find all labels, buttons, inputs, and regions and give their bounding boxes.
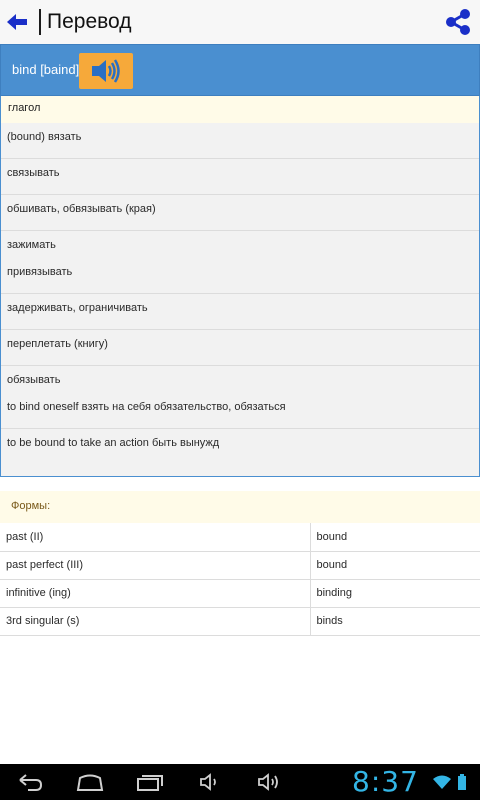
form-name: infinitive (ing) xyxy=(0,579,310,607)
meaning-item: переплетать (книгу) xyxy=(7,338,108,350)
page-title: Перевод xyxy=(47,10,132,33)
meaning-group xyxy=(1,195,479,231)
volume-up-icon xyxy=(255,772,285,792)
table-row xyxy=(0,579,480,607)
meaning-item: (bound) вязать xyxy=(7,131,82,143)
status-icons xyxy=(432,774,466,790)
action-bar xyxy=(0,0,480,44)
home-icon xyxy=(75,772,105,792)
form-name: past (II) xyxy=(0,523,310,551)
nav-back-button[interactable] xyxy=(14,770,46,794)
back-button[interactable] xyxy=(6,8,42,36)
meaning-group xyxy=(1,330,479,366)
table-row xyxy=(0,607,480,635)
back-arrow-icon xyxy=(6,11,28,33)
nav-back-icon xyxy=(16,772,44,792)
title-divider xyxy=(39,9,41,35)
speak-button[interactable] xyxy=(79,53,133,89)
nav-home-button[interactable] xyxy=(74,770,106,794)
share-icon xyxy=(444,8,472,36)
word-header xyxy=(0,44,480,96)
volume-down-button[interactable] xyxy=(194,770,226,794)
meaning-item: to bind oneself взять на себя обязательство, обязаться xyxy=(7,401,286,413)
nav-recents-button[interactable] xyxy=(134,770,166,794)
battery-icon xyxy=(458,774,466,790)
meaning-group xyxy=(1,231,479,294)
status-clock: 8:37 xyxy=(352,765,419,798)
word-transcription: bind [baind] xyxy=(12,62,80,77)
volume-down-icon xyxy=(197,772,223,792)
forms-label: Формы: xyxy=(0,491,480,523)
meaning-group xyxy=(1,366,479,429)
meaning-item: связывать xyxy=(7,167,60,179)
meanings-list xyxy=(0,96,480,477)
meaning-group xyxy=(1,294,479,330)
form-name: past perfect (III) xyxy=(0,551,310,579)
form-value: binding xyxy=(310,579,480,607)
meaning-item: обязывать xyxy=(7,374,61,386)
volume-up-button[interactable] xyxy=(254,770,286,794)
part-of-speech-label: глагол xyxy=(1,96,479,123)
share-button[interactable] xyxy=(442,6,474,38)
meaning-item: зажимать xyxy=(7,239,56,251)
meaning-group xyxy=(1,123,479,159)
meaning-item: задерживать, ограничивать xyxy=(7,302,148,314)
form-value: bound xyxy=(310,523,480,551)
form-name: 3rd singular (s) xyxy=(0,607,310,635)
recent-apps-icon xyxy=(135,772,165,792)
speaker-icon xyxy=(86,56,126,86)
meaning-item: обшивать, обвязывать (края) xyxy=(7,203,156,215)
table-row xyxy=(0,551,480,579)
meaning-group xyxy=(1,429,479,464)
meaning-group xyxy=(1,159,479,195)
meaning-item: to be bound to take an action быть вынужд xyxy=(7,437,220,449)
wifi-icon xyxy=(432,774,452,790)
table-row xyxy=(0,523,480,551)
form-value: binds xyxy=(310,607,480,635)
form-value: bound xyxy=(310,551,480,579)
meaning-item: привязывать xyxy=(7,266,73,278)
forms-table xyxy=(0,523,480,636)
system-navigation-bar xyxy=(0,764,480,800)
